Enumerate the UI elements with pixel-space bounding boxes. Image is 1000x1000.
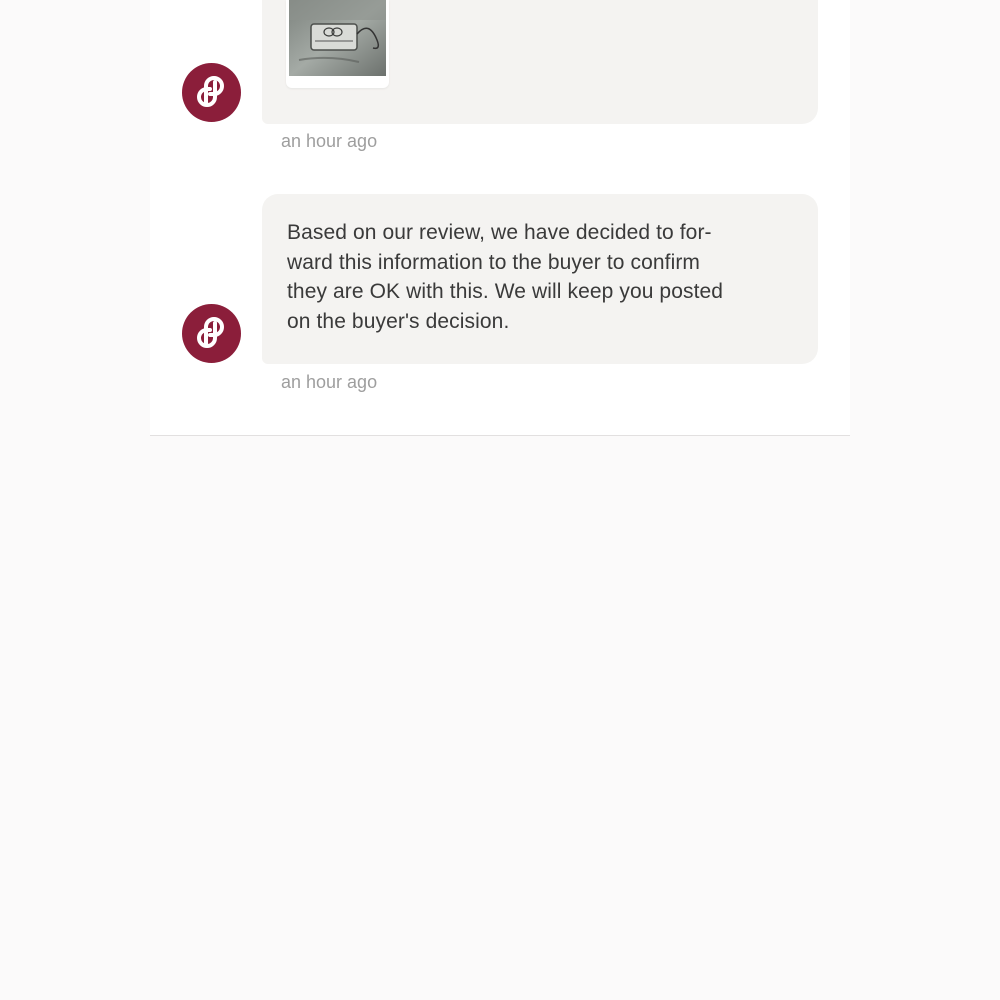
photo-attachment[interactable] [286,0,389,88]
poshmark-logo-icon [182,63,241,122]
photo-thumbnail [289,0,386,76]
poshmark-logo-icon [182,304,241,363]
message-timestamp: an hour ago [281,131,378,151]
message-text: Based on our review, we have decided to for- ward this information to the buyer to confirm they are OK with this. We will keep you posted on the buyer's decision. [287,221,724,333]
message-timestamp: an hour ago [281,372,378,392]
